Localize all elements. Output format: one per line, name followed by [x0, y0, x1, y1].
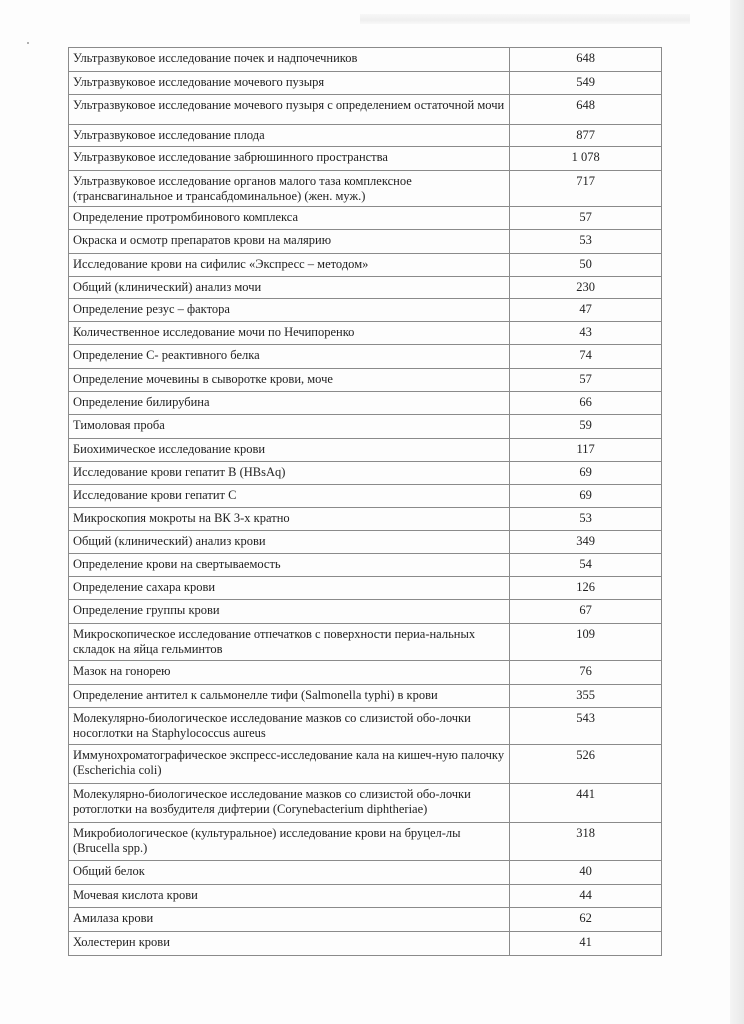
table-row	[69, 508, 662, 531]
service-name-cell: Ультразвуковое исследование плода	[69, 125, 510, 147]
table-row	[69, 685, 662, 708]
table-row	[69, 299, 662, 322]
table-row	[69, 554, 662, 577]
service-name-cell: Микробиологическое (культуральное) исследование крови на бруцел-лы (Brucella spp.)	[69, 823, 510, 861]
service-name-cell: Определение мочевины в сыворотке крови, моче	[69, 369, 510, 392]
table-row	[69, 577, 662, 600]
service-price-cell: 44	[510, 885, 662, 908]
service-price-cell: 126	[510, 577, 662, 600]
table-row	[69, 392, 662, 415]
table-row	[69, 72, 662, 95]
table-row	[69, 624, 662, 661]
table-row	[69, 531, 662, 554]
service-price-cell: 57	[510, 207, 662, 230]
service-name-cell: Биохимическое исследование крови	[69, 439, 510, 462]
table-row	[69, 439, 662, 462]
service-name-cell: Исследование крови гепатит С	[69, 485, 510, 508]
service-price-cell: 109	[510, 624, 662, 661]
service-name-cell: Молекулярно-биологическое исследование мазков со слизистой обо-лочки ротоглотки на возбудителя дифтерии (Corynebacterium diphtheriae)	[69, 784, 510, 823]
service-name-cell: Амилаза крови	[69, 908, 510, 932]
service-name-cell: Общий (клинический) анализ крови	[69, 531, 510, 554]
service-price-cell: 74	[510, 345, 662, 369]
service-name-cell: Мочевая кислота крови	[69, 885, 510, 908]
service-name-cell: Определение С- реактивного белка	[69, 345, 510, 369]
service-name-cell: Холестерин крови	[69, 932, 510, 956]
service-price-cell: 41	[510, 932, 662, 956]
table-row	[69, 462, 662, 485]
service-price-cell: 54	[510, 554, 662, 577]
service-price-cell: 66	[510, 392, 662, 415]
service-price-cell: 648	[510, 48, 662, 72]
service-price-cell: 53	[510, 230, 662, 254]
service-name-cell: Мазок на гонорею	[69, 661, 510, 685]
service-name-cell: Определение протромбинового комплекса	[69, 207, 510, 230]
service-price-cell: 526	[510, 745, 662, 784]
table-row	[69, 861, 662, 885]
service-price-cell: 47	[510, 299, 662, 322]
service-name-cell: Количественное исследование мочи по Нечипоренко	[69, 322, 510, 345]
scan-page-edge	[730, 0, 744, 1024]
table-row	[69, 322, 662, 345]
service-price-cell: 67	[510, 600, 662, 624]
table-row	[69, 277, 662, 299]
service-price-cell: 648	[510, 95, 662, 125]
table-row	[69, 171, 662, 207]
service-price-cell: 50	[510, 254, 662, 277]
service-price-cell: 69	[510, 462, 662, 485]
service-price-cell: 40	[510, 861, 662, 885]
service-name-cell: Ультразвуковое исследование забрюшинного пространства	[69, 147, 510, 171]
table-row	[69, 207, 662, 230]
table-row	[69, 885, 662, 908]
service-price-cell: 76	[510, 661, 662, 685]
table-row	[69, 345, 662, 369]
price-list-table	[68, 47, 662, 956]
scan-speck	[27, 42, 29, 44]
table-row	[69, 708, 662, 745]
service-price-cell: 441	[510, 784, 662, 823]
table-row	[69, 823, 662, 861]
table-row	[69, 784, 662, 823]
scan-artifact-top	[360, 14, 690, 24]
service-price-cell: 57	[510, 369, 662, 392]
table-row	[69, 600, 662, 624]
service-price-cell: 230	[510, 277, 662, 299]
table-row	[69, 48, 662, 72]
service-name-cell: Общий (клинический) анализ мочи	[69, 277, 510, 299]
service-name-cell: Определение резус – фактора	[69, 299, 510, 322]
service-price-cell: 349	[510, 531, 662, 554]
service-name-cell: Определение крови на свертываемость	[69, 554, 510, 577]
table-row	[69, 661, 662, 685]
service-price-cell: 43	[510, 322, 662, 345]
service-name-cell: Ультразвуковое исследование мочевого пузыря	[69, 72, 510, 95]
table-row	[69, 415, 662, 439]
table-row	[69, 254, 662, 277]
table-row	[69, 745, 662, 784]
service-name-cell: Ультразвуковое исследование мочевого пузыря с определением остаточной мочи	[69, 95, 510, 125]
service-price-cell: 53	[510, 508, 662, 531]
table-row	[69, 230, 662, 254]
service-name-cell: Ультразвуковое исследование почек и надпочечников	[69, 48, 510, 72]
table-row	[69, 95, 662, 125]
service-price-cell: 543	[510, 708, 662, 745]
table-row	[69, 369, 662, 392]
service-price-cell: 69	[510, 485, 662, 508]
service-name-cell: Исследование крови на сифилис «Экспресс – методом»	[69, 254, 510, 277]
service-price-cell: 1 078	[510, 147, 662, 171]
service-name-cell: Окраска и осмотр препаратов крови на малярию	[69, 230, 510, 254]
service-name-cell: Общий белок	[69, 861, 510, 885]
service-price-cell: 355	[510, 685, 662, 708]
service-price-cell: 717	[510, 171, 662, 207]
service-price-cell: 318	[510, 823, 662, 861]
service-name-cell: Исследование крови гепатит В (HBsAq)	[69, 462, 510, 485]
service-name-cell: Микроскопическое исследование отпечатков с поверхности периа-нальных складок на яйца гельминтов	[69, 624, 510, 661]
table-row	[69, 147, 662, 171]
service-price-cell: 117	[510, 439, 662, 462]
service-name-cell: Тимоловая проба	[69, 415, 510, 439]
service-name-cell: Иммунохроматографическое экспресс-исследование кала на кишеч-ную палочку (Escherichia coli)	[69, 745, 510, 784]
table-row	[69, 485, 662, 508]
service-name-cell: Определение билирубина	[69, 392, 510, 415]
table-row	[69, 125, 662, 147]
service-price-cell: 62	[510, 908, 662, 932]
service-name-cell: Ультразвуковое исследование органов малого таза комплексное (трансвагинальное и трансабдоминальное) (жен. муж.)	[69, 171, 510, 207]
table-row	[69, 932, 662, 956]
service-name-cell: Молекулярно-биологическое исследование мазков со слизистой обо-лочки носоглотки на Staphylococcus aureus	[69, 708, 510, 745]
service-price-cell: 877	[510, 125, 662, 147]
service-price-cell: 549	[510, 72, 662, 95]
service-name-cell: Определение сахара крови	[69, 577, 510, 600]
service-name-cell: Микроскопия мокроты на ВК 3-х кратно	[69, 508, 510, 531]
service-name-cell: Определение антител к сальмонелле тифи (Salmonella typhi) в крови	[69, 685, 510, 708]
service-name-cell: Определение группы крови	[69, 600, 510, 624]
table-body	[69, 48, 662, 956]
service-price-cell: 59	[510, 415, 662, 439]
table-row	[69, 908, 662, 932]
